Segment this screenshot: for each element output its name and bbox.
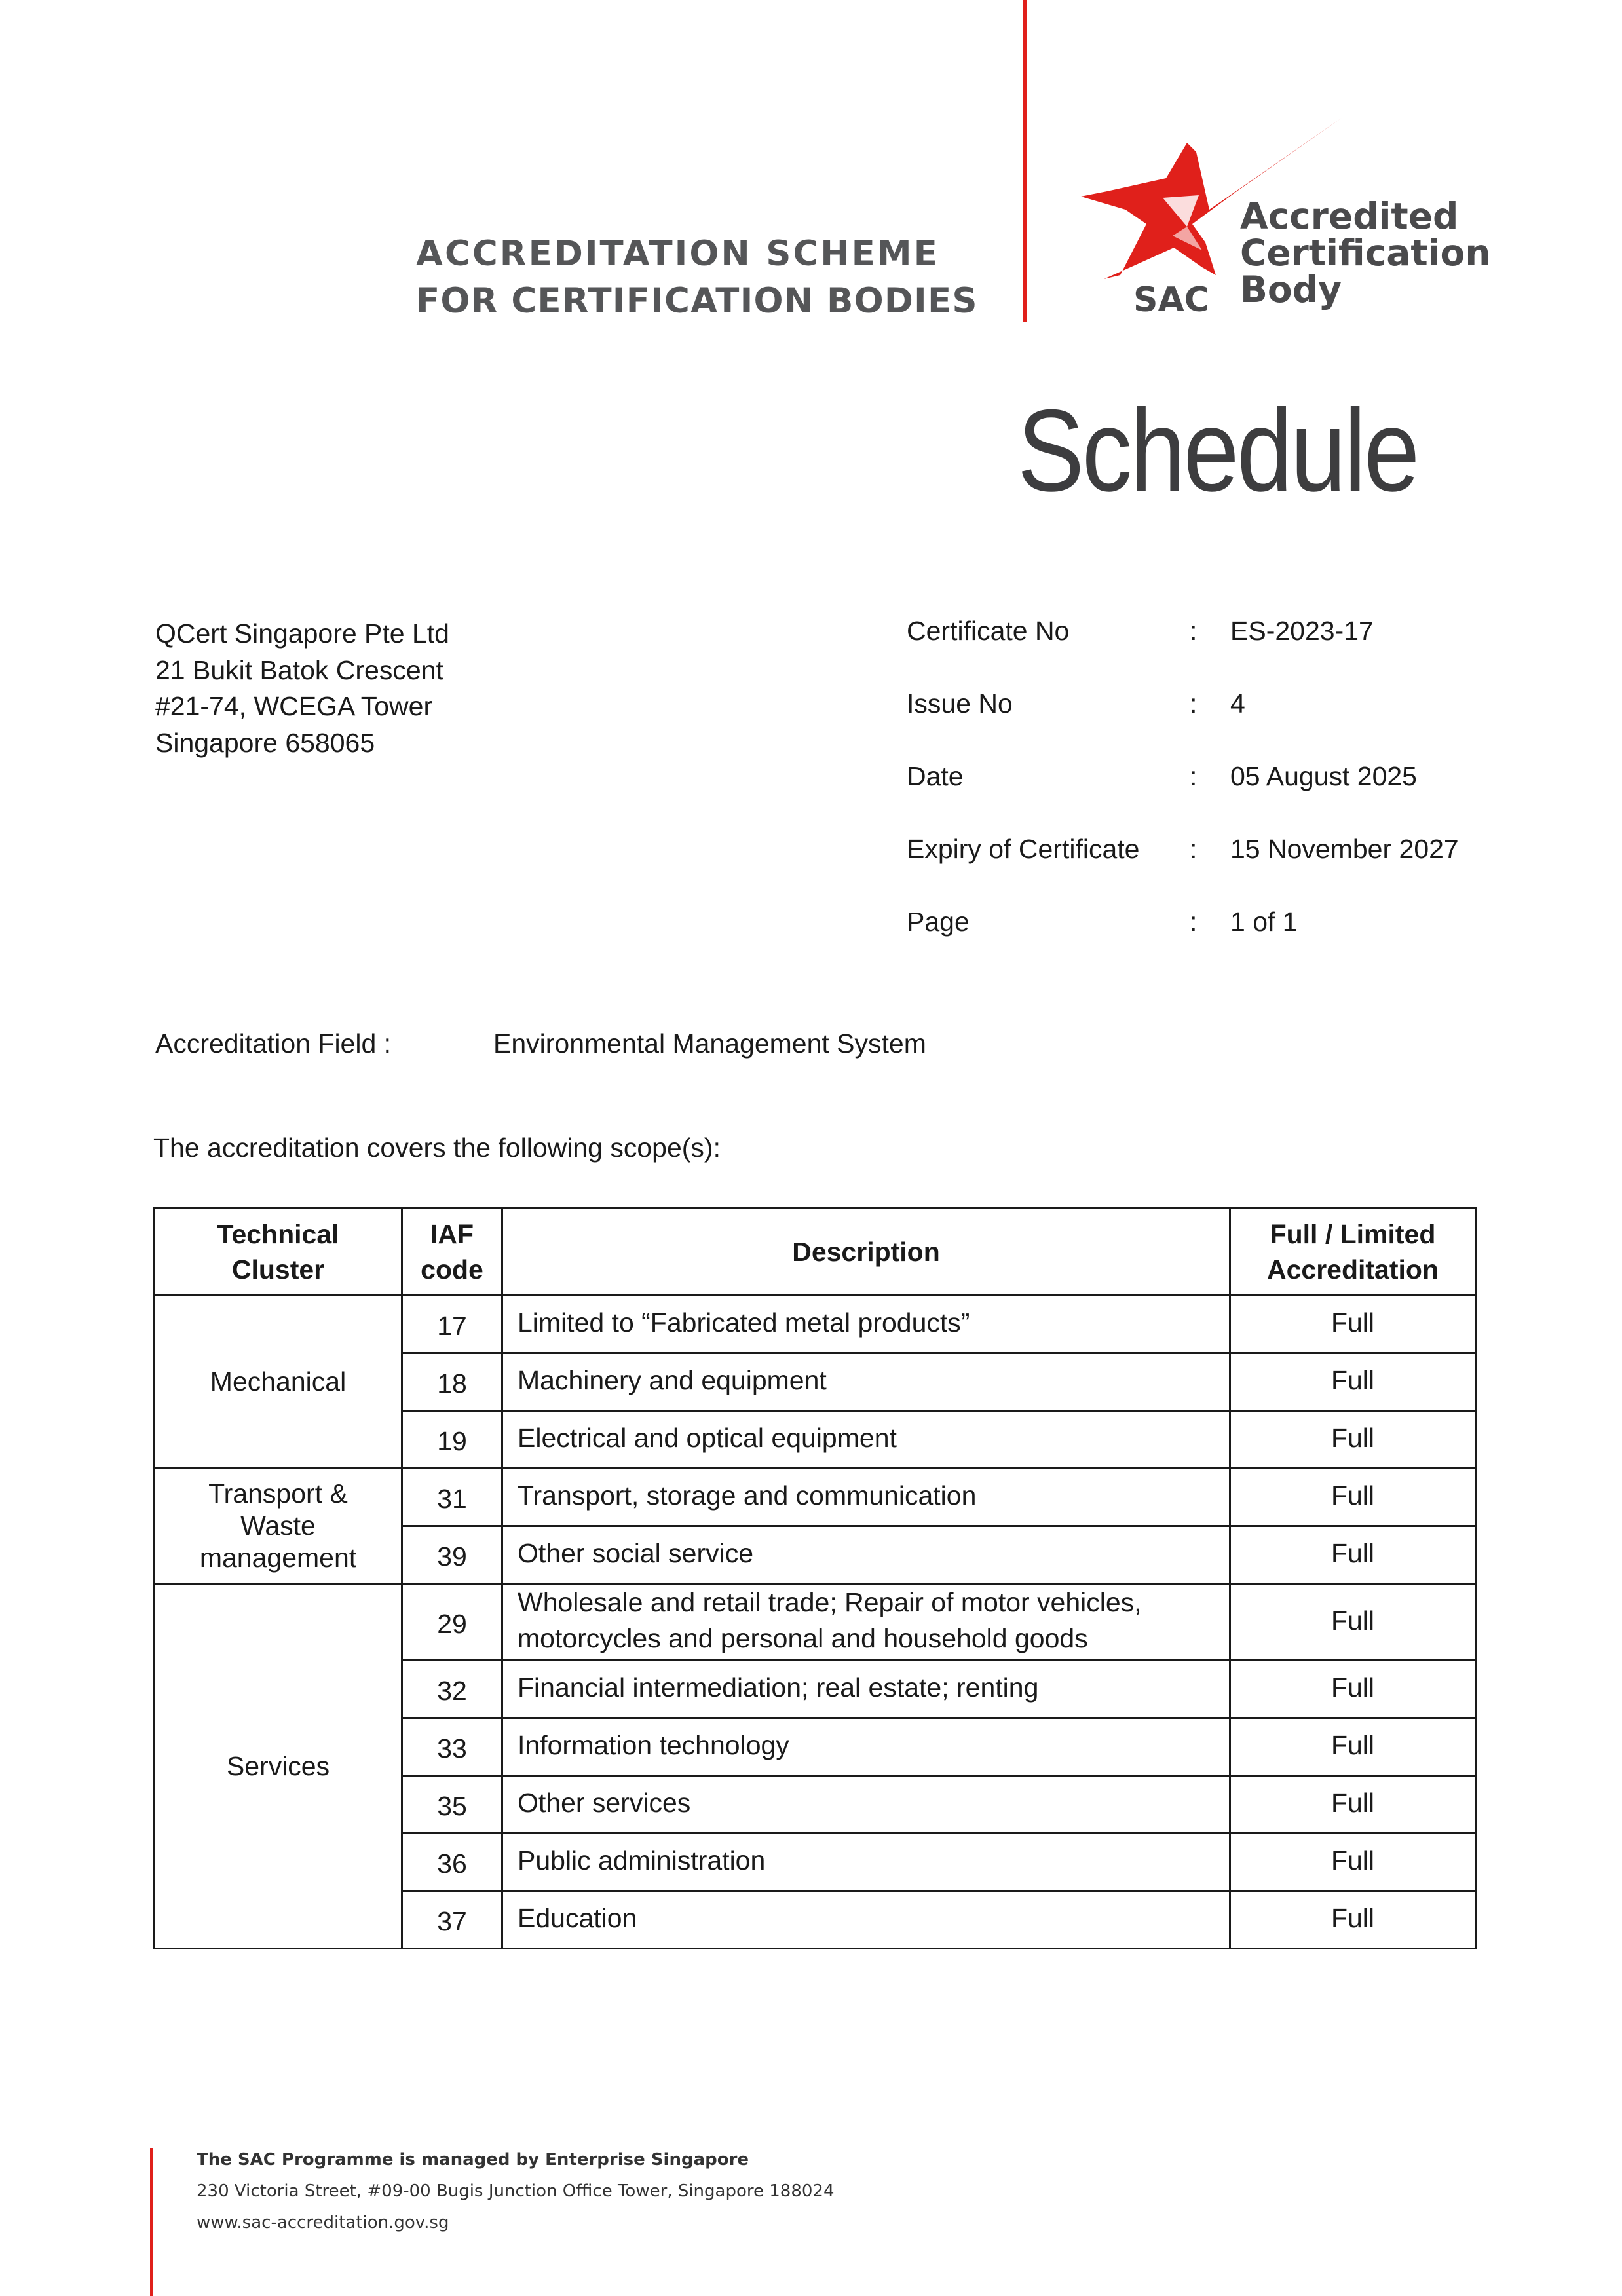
footer-website-link[interactable]: www.sac-accreditation.gov.sg [197, 2213, 449, 2232]
accreditation-field-value: Environmental Management System [493, 1028, 926, 1059]
scope-table [153, 1207, 1477, 1949]
address-line: 21 Bukit Batok Crescent [155, 654, 443, 685]
logo-line1: Accredited [1240, 195, 1459, 237]
logo-sac: SAC [1133, 280, 1209, 320]
accreditation-cell: Full [1230, 1584, 1476, 1661]
description-cell: Public administration [502, 1834, 1230, 1891]
accreditation-cell: Full [1230, 1469, 1476, 1526]
description-cell: Financial intermediation; real estate; renting [502, 1661, 1230, 1718]
accreditation-cell: Full [1230, 1891, 1476, 1949]
header-text: Accreditation [1267, 1254, 1439, 1285]
address-line: Singapore 658065 [155, 727, 375, 758]
accreditation-cell: Full [1230, 1411, 1476, 1469]
detail-value: 15 November 2027 [1230, 834, 1459, 864]
header-accreditation [1230, 1208, 1476, 1296]
code-cell: 31 [402, 1469, 502, 1526]
description-cell [502, 1584, 1230, 1661]
code-cell: 29 [402, 1584, 502, 1661]
description-cell: Education [502, 1891, 1230, 1949]
table-row [155, 1296, 1476, 1353]
description-cell: Transport, storage and communication [502, 1469, 1230, 1526]
header-text: Full / Limited [1270, 1218, 1436, 1249]
accreditation-cell: Full [1230, 1776, 1476, 1834]
header-text: code [421, 1254, 483, 1285]
accreditation-cell: Full [1230, 1353, 1476, 1411]
detail-separator: : [1190, 688, 1198, 719]
code-cell: 33 [402, 1718, 502, 1776]
accreditation-cell: Full [1230, 1526, 1476, 1584]
footer-accent-bar [150, 2148, 153, 2296]
code-cell: 32 [402, 1661, 502, 1718]
detail-label: Page [907, 907, 970, 937]
detail-separator: : [1190, 834, 1198, 864]
header-description: Description [502, 1208, 1230, 1296]
logo-line2: Certification [1240, 232, 1491, 274]
accreditation-cell: Full [1230, 1661, 1476, 1718]
header-divider [1023, 0, 1027, 322]
sac-logo [1068, 111, 1491, 334]
scheme-title-line2: FOR CERTIFICATION BODIES [416, 281, 978, 321]
address-line: QCert Singapore Pte Ltd [155, 618, 449, 649]
header-technical-cluster [155, 1208, 402, 1296]
detail-label: Certificate No [907, 616, 1070, 646]
logo-line3: Body [1240, 269, 1342, 311]
holder-address [155, 616, 449, 761]
detail-value: 1 of 1 [1230, 907, 1298, 937]
header-text: Cluster [231, 1254, 325, 1285]
scope-intro: The accreditation covers the following scope(s): [153, 1133, 721, 1163]
description-cell: Electrical and optical equipment [502, 1411, 1230, 1469]
detail-value: 05 August 2025 [1230, 761, 1417, 791]
footer-address: 230 Victoria Street, #09-00 Bugis Junction Office Tower, Singapore 188024 [197, 2181, 835, 2201]
scheme-title-line1: ACCREDITATION SCHEME [416, 234, 939, 274]
cluster-text: management [199, 1543, 357, 1573]
header-iaf-code [402, 1208, 502, 1296]
code-cell: 37 [402, 1891, 502, 1949]
description-text: motorcycles and personal and household goods [518, 1623, 1088, 1653]
detail-separator: : [1190, 761, 1198, 791]
footer-managed-by: The SAC Programme is managed by Enterprise Singapore [197, 2150, 749, 2170]
accreditation-cell: Full [1230, 1834, 1476, 1891]
header-text: IAF [430, 1218, 474, 1249]
description-cell: Other social service [502, 1526, 1230, 1584]
table-row [155, 1584, 1476, 1661]
logo-wordmark [1240, 195, 1491, 311]
code-cell: 35 [402, 1776, 502, 1834]
description-cell: Machinery and equipment [502, 1353, 1230, 1411]
document-title: Schedule [1017, 385, 1418, 516]
description-cell: Limited to “Fabricated metal products” [502, 1296, 1230, 1353]
cluster-text: Waste [240, 1511, 316, 1541]
header-text: Technical [217, 1218, 339, 1249]
detail-label: Expiry of Certificate [907, 834, 1140, 864]
code-cell: 17 [402, 1296, 502, 1353]
code-cell: 19 [402, 1411, 502, 1469]
description-cell: Information technology [502, 1718, 1230, 1776]
address-line: #21-74, WCEGA Tower [155, 691, 433, 721]
accreditation-cell: Full [1230, 1296, 1476, 1353]
code-cell: 18 [402, 1353, 502, 1411]
description-text: Wholesale and retail trade; Repair of motor vehicles, [518, 1587, 1142, 1617]
table-header-row [155, 1208, 1476, 1296]
detail-label: Issue No [907, 688, 1013, 719]
detail-separator: : [1190, 907, 1198, 937]
detail-value: ES-2023-17 [1230, 616, 1374, 646]
accreditation-cell: Full [1230, 1718, 1476, 1776]
cluster-cell [155, 1469, 402, 1584]
accreditation-field-label: Accreditation Field : [155, 1028, 392, 1059]
detail-value: 4 [1230, 688, 1245, 719]
detail-separator: : [1190, 616, 1198, 646]
description-cell: Other services [502, 1776, 1230, 1834]
code-cell: 36 [402, 1834, 502, 1891]
code-cell: 39 [402, 1526, 502, 1584]
cluster-text: Transport & [208, 1478, 348, 1509]
cluster-cell: Services [155, 1584, 402, 1949]
footer [197, 2144, 835, 2238]
cluster-cell: Mechanical [155, 1296, 402, 1469]
detail-label: Date [907, 761, 964, 791]
scheme-title [416, 231, 978, 325]
table-row [155, 1469, 1476, 1526]
